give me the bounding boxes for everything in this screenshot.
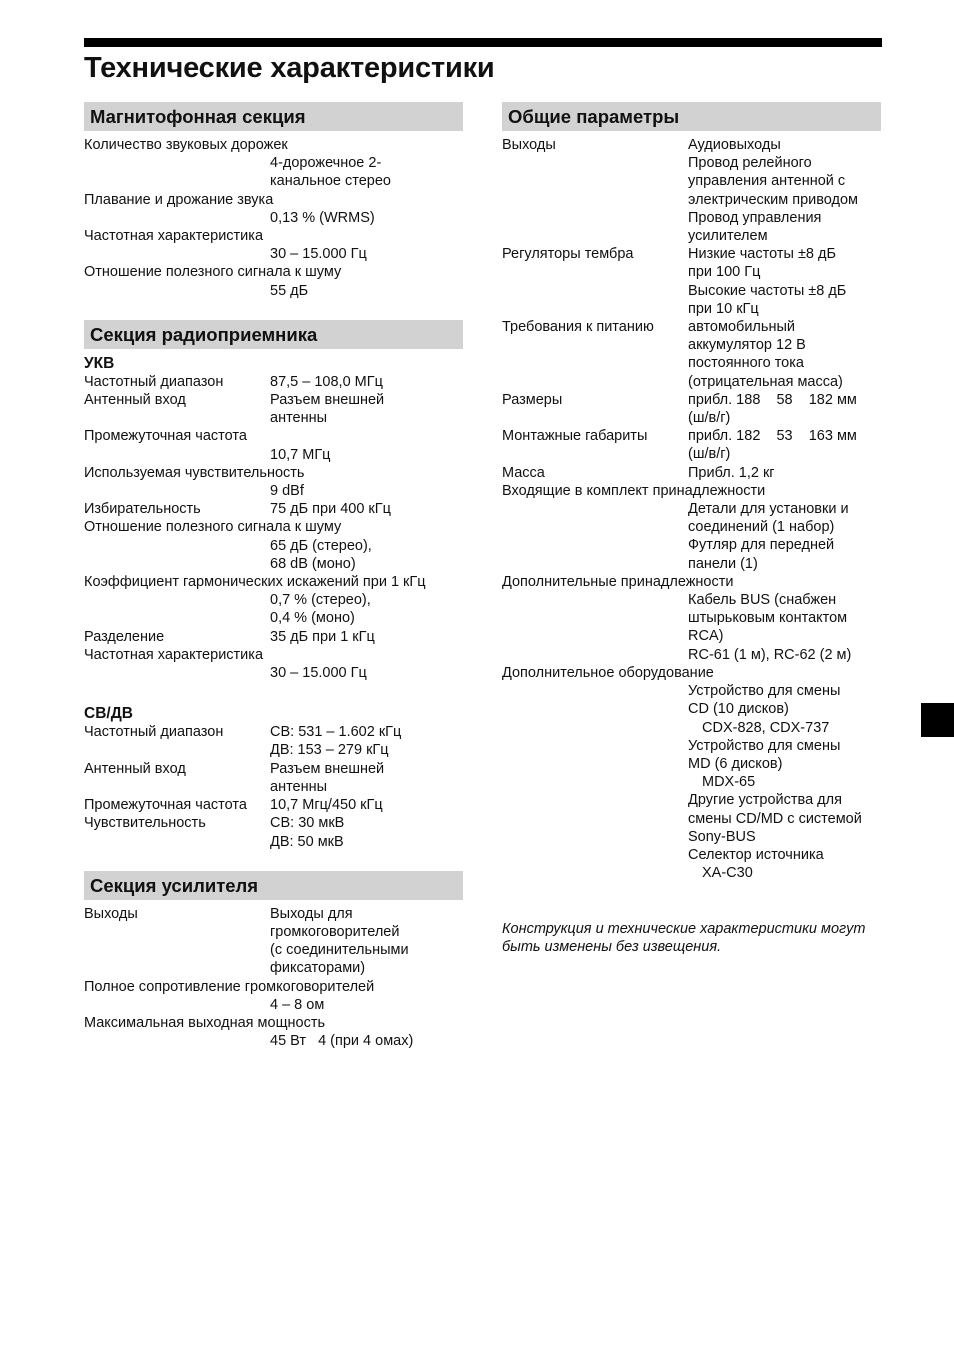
spec-label: Промежуточная частота	[84, 797, 247, 814]
spec-label: Размеры	[502, 391, 563, 408]
spec-label: Отношение полезного сигнала к шуму	[84, 264, 342, 281]
spec-value	[270, 814, 463, 850]
spec-label: Коэффициент гармонических искажений при 1 кГц	[84, 574, 426, 591]
spec-value	[688, 391, 881, 427]
spec-label: Частотный диапазон	[84, 724, 224, 741]
fm-spec-list	[84, 373, 463, 682]
spec-value	[84, 591, 463, 627]
spec-row	[502, 136, 881, 245]
spec-label: Выходы	[502, 137, 556, 153]
spec-value	[688, 245, 881, 318]
spec-value-line: постоянного тока	[688, 355, 804, 372]
spec-value: 4 – 8 ом	[270, 996, 325, 1013]
tuner-section	[84, 320, 463, 851]
spec-row	[84, 905, 463, 978]
spec-label: Дополнительные принадлежности	[502, 573, 734, 590]
spec-value	[270, 760, 463, 796]
spec-row	[84, 628, 463, 646]
spec-value-line: MD (6 дисков)	[688, 755, 783, 772]
spec-value-line: Выходы для	[270, 905, 353, 922]
spec-value: 10,7 МГц	[270, 446, 331, 463]
spec-value	[688, 427, 881, 463]
spec-row	[84, 796, 463, 814]
spec-value-line: (ш/в/г)	[688, 446, 731, 463]
spec-label: Масса	[502, 464, 545, 481]
spec-value-line: панели (1)	[688, 555, 758, 572]
spec-value-line: канальное стерео	[270, 173, 391, 190]
spec-row	[84, 373, 463, 391]
right-column	[502, 102, 881, 902]
spec-row	[84, 760, 463, 796]
tape-spec-list	[84, 136, 463, 300]
spec-label: Разделение	[84, 628, 165, 645]
spec-value-line: 68 dB (моно)	[270, 555, 356, 572]
spec-value	[502, 500, 881, 573]
spec-value-line: Высокие частоты ±8 дБ	[688, 282, 847, 299]
mwlw-subtitle: СВ/ДВ	[84, 705, 133, 723]
spec-value-line: антенны	[270, 410, 328, 427]
spec-value-line: Sony-BUS	[688, 828, 756, 845]
spec-row	[84, 500, 463, 518]
spec-row	[84, 723, 463, 759]
spec-value	[84, 154, 463, 190]
spec-label: Плавание и дрожание звука	[84, 191, 274, 208]
spec-value-line: автомобильный	[688, 319, 795, 336]
spec-value-line: Провод релейного	[688, 155, 812, 172]
spec-value	[502, 591, 881, 664]
spec-value-line: (с соединительными	[270, 942, 409, 959]
spec-label: Промежуточная частота	[84, 428, 247, 445]
spec-value-line: электрическим приводом	[688, 191, 859, 208]
spec-value: Прибл. 1,2 кг	[688, 464, 775, 481]
spec-value: 55 дБ	[270, 282, 309, 299]
spec-label: Чувствительность	[84, 815, 206, 832]
spec-value: 9 dBf	[270, 483, 304, 500]
spec-value-line: Устройство для смены	[688, 683, 841, 700]
spec-label: Максимальная выходная мощность	[84, 1014, 326, 1031]
spec-row	[502, 464, 881, 482]
spec-value-line: штырьковым контактом	[688, 610, 848, 627]
spec-value	[688, 136, 881, 245]
spec-label: Антенный вход	[84, 760, 186, 777]
spec-value-line: (ш/в/г)	[688, 410, 731, 427]
fm-subtitle: УКВ	[84, 354, 115, 372]
spec-value-line: прибл. 182 53 163 мм	[688, 428, 857, 445]
tuner-section-header: Секция радиоприемника	[84, 320, 463, 349]
spec-value-line: RC-61 (1 м), RC-62 (2 м)	[688, 646, 852, 663]
amplifier-spec-list	[84, 905, 463, 1051]
spec-row	[502, 427, 881, 463]
spec-value-line: CDX-828, CDX-737	[702, 719, 830, 736]
spec-label: Монтажные габариты	[502, 428, 648, 445]
spec-label: Входящие в комплект принадлежности	[502, 482, 766, 499]
disclaimer-note: Конструкция и технические характеристики могут быть изменены без извещения.	[502, 921, 866, 956]
left-column	[84, 102, 463, 1070]
spec-value-line: СВ: 531 – 1.602 кГц	[270, 724, 402, 741]
spec-value-line: Кабель BUS (снабжен	[688, 592, 837, 609]
mwlw-spec-list	[84, 723, 463, 850]
spec-value-line: прибл. 188 58 182 мм	[688, 391, 857, 408]
spec-row	[84, 814, 463, 850]
spec-row	[502, 318, 881, 391]
spec-value	[270, 723, 463, 759]
spec-value-line: 65 дБ (стерео),	[270, 537, 372, 554]
spec-value-line: Разъем внешней	[270, 392, 385, 409]
top-rule	[84, 38, 882, 47]
general-section	[502, 102, 881, 882]
spec-value-line: при 10 кГц	[688, 300, 759, 317]
general-section-header: Общие параметры	[502, 102, 881, 131]
spec-value-line: аккумулятор 12 В	[688, 337, 806, 354]
spec-value-line: при 100 Гц	[688, 264, 761, 281]
spec-value-line: CD (10 дисков)	[688, 701, 789, 718]
spec-label: Частотная характеристика	[84, 228, 264, 245]
spec-value: 10,7 Мгц/450 кГц	[270, 797, 383, 814]
spec-value-line: фиксаторами)	[270, 960, 366, 977]
spec-label: Частотный диапазон	[84, 373, 224, 390]
spec-value-line: Провод управления	[688, 209, 822, 226]
spec-value: 0,13 % (WRMS)	[270, 209, 375, 226]
spec-value-line: управления антенной с	[688, 173, 846, 190]
spec-value-line: ДВ: 153 – 279 кГц	[270, 742, 389, 759]
spec-value: 35 дБ при 1 кГц	[270, 628, 375, 645]
spec-value-line: смены CD/MD с системой	[688, 810, 862, 827]
spec-label: Количество звуковых дорожек	[84, 137, 288, 153]
spec-value	[688, 318, 881, 391]
tape-section-header: Магнитофонная секция	[84, 102, 463, 131]
spec-value	[270, 905, 463, 978]
spec-value-line: Другие устройства для	[688, 792, 842, 809]
spec-value-line: 0,7 % (стерео),	[270, 592, 371, 609]
spec-label: Регуляторы тембра	[502, 246, 634, 263]
spec-value-line: усилителем	[688, 228, 768, 245]
tape-section	[84, 102, 463, 300]
spec-value-line: Устройство для смены	[688, 737, 841, 754]
spec-value-line: СВ: 30 мкВ	[270, 815, 345, 832]
spec-value: 30 – 15.000 Гц	[270, 665, 367, 682]
spec-value-line: Селектор источника	[688, 846, 824, 863]
spec-value	[502, 682, 881, 882]
spec-label: Выходы	[84, 905, 138, 922]
spec-value-line: Футляр для передней	[688, 537, 835, 554]
spec-row	[84, 391, 463, 427]
spec-value	[270, 391, 463, 427]
spec-value-line: антенны	[270, 778, 328, 795]
spec-value: 45 Вт 4 (при 4 омах)	[270, 1033, 414, 1050]
spec-value-line: XA-C30	[702, 865, 753, 882]
spec-value-line: (отрицательная масса)	[688, 373, 843, 390]
spec-value-line: MDX-65	[702, 774, 756, 791]
spacer	[84, 682, 463, 700]
spec-label: Дополнительное оборудование	[502, 664, 714, 681]
amplifier-section-header: Секция усилителя	[84, 871, 463, 900]
spec-value	[84, 537, 463, 573]
spec-value-line: Разъем внешней	[270, 760, 385, 777]
spec-label: Требования к питанию	[502, 319, 654, 336]
spec-value-line: Низкие частоты ±8 дБ	[688, 246, 836, 263]
page-title: Технические характеристики	[84, 52, 495, 84]
spec-row	[502, 245, 881, 318]
spec-label: Используемая чувствительность	[84, 464, 305, 481]
spec-value: 75 дБ при 400 кГц	[270, 501, 391, 518]
spec-value-line: RCA)	[688, 628, 724, 645]
spec-value-line: 0,4 % (моно)	[270, 610, 355, 627]
spec-label: Избирательность	[84, 501, 201, 518]
spec-value-line: громкоговорителей	[270, 923, 400, 940]
spec-value-line: соединений (1 набор)	[688, 519, 835, 536]
spec-label: Полное сопротивление громкоговорителей	[84, 978, 375, 995]
amplifier-section	[84, 871, 463, 1051]
page-edge-tab	[921, 703, 954, 737]
spec-row	[502, 391, 881, 427]
spec-value-line: 4-дорожечное 2-	[270, 155, 382, 172]
spec-value-line: Детали для установки и	[688, 501, 849, 518]
spec-value: 30 – 15.000 Гц	[270, 246, 367, 263]
spec-value-line: Аудиовыходы	[688, 137, 781, 153]
spec-value: 87,5 – 108,0 МГц	[270, 373, 383, 390]
spec-value-line: ДВ: 50 мкВ	[270, 833, 344, 850]
spec-label: Частотная характеристика	[84, 646, 264, 663]
spec-label: Антенный вход	[84, 392, 186, 409]
spec-label: Отношение полезного сигнала к шуму	[84, 519, 342, 536]
general-spec-list	[502, 136, 881, 882]
